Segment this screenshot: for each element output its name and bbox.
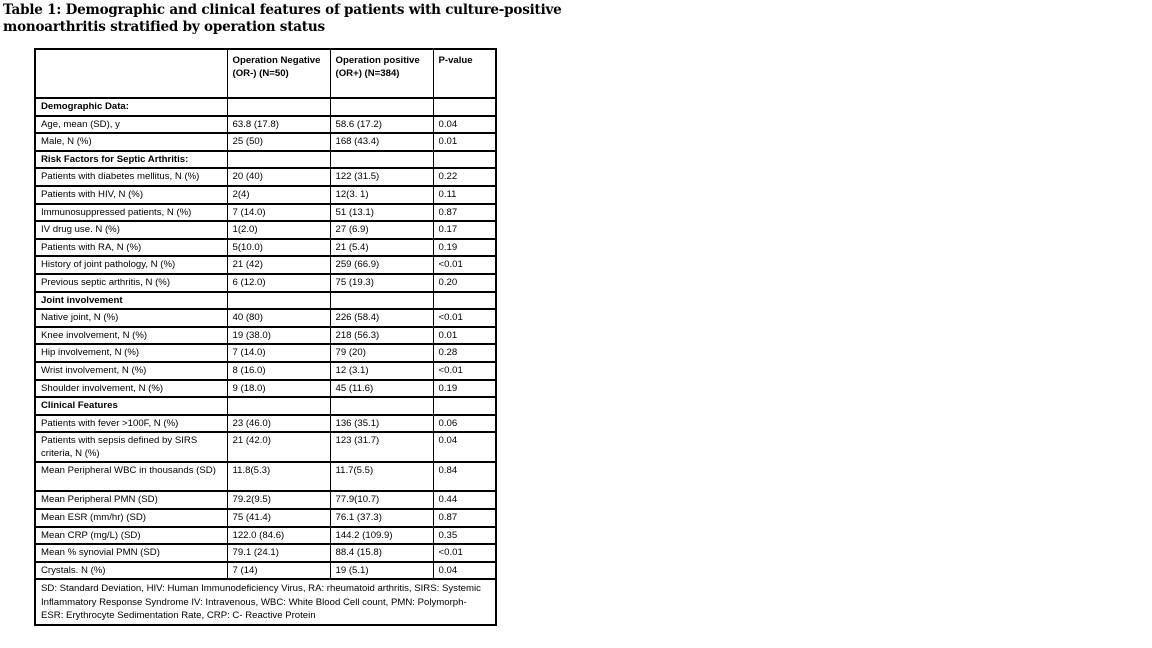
section-empty-cell bbox=[227, 397, 330, 415]
p-value: 0.22 bbox=[433, 168, 496, 186]
row-label: Male, N (%) bbox=[35, 133, 227, 151]
p-value: 0.04 bbox=[433, 116, 496, 134]
patient-features-table bbox=[34, 48, 497, 626]
row-label: Native joint, N (%) bbox=[35, 309, 227, 327]
or-negative-value: 7 (14.0) bbox=[227, 344, 330, 362]
table-row bbox=[35, 462, 496, 491]
p-value: 0.28 bbox=[433, 344, 496, 362]
or-negative-value: 63.8 (17.8) bbox=[227, 116, 330, 134]
section-title: Risk Factors for Septic Arthritis: bbox=[35, 151, 227, 169]
p-value: 0.87 bbox=[433, 509, 496, 527]
section-empty-cell bbox=[227, 292, 330, 310]
table-row bbox=[35, 344, 496, 362]
section-empty-cell bbox=[227, 98, 330, 116]
header-cell-empty bbox=[35, 49, 227, 98]
or-negative-value: 19 (38.0) bbox=[227, 327, 330, 345]
table-row bbox=[35, 362, 496, 380]
p-value: <0.01 bbox=[433, 309, 496, 327]
row-label: Patients with diabetes mellitus, N (%) bbox=[35, 168, 227, 186]
or-negative-value: 20 (40) bbox=[227, 168, 330, 186]
p-value: 0.20 bbox=[433, 274, 496, 292]
row-label: Mean Peripheral WBC in thousands (SD) bbox=[35, 462, 227, 491]
row-label: Mean % synovial PMN (SD) bbox=[35, 544, 227, 562]
table-caption: Table 1: Demographic and clinical features of patients with culture-positive monoarthritis stratified by operation status bbox=[3, 2, 562, 35]
or-negative-value: 8 (16.0) bbox=[227, 362, 330, 380]
table-row bbox=[35, 204, 496, 222]
p-value: 0.19 bbox=[433, 380, 496, 398]
or-positive-value: 123 (31.7) bbox=[330, 432, 433, 462]
table-row bbox=[35, 380, 496, 398]
or-positive-value: 51 (13.1) bbox=[330, 204, 433, 222]
row-label: Wrist involvement, N (%) bbox=[35, 362, 227, 380]
table-row bbox=[35, 256, 496, 274]
section-empty-cell bbox=[433, 151, 496, 169]
or-negative-value: 75 (41.4) bbox=[227, 509, 330, 527]
p-value: 0.01 bbox=[433, 133, 496, 151]
table-row bbox=[35, 509, 496, 527]
section-empty-cell bbox=[330, 292, 433, 310]
section-empty-cell bbox=[330, 98, 433, 116]
p-value: 0.01 bbox=[433, 327, 496, 345]
row-label: Mean CRP (mg/L) (SD) bbox=[35, 527, 227, 545]
p-value: 0.04 bbox=[433, 562, 496, 580]
section-row bbox=[35, 98, 496, 116]
table-row bbox=[35, 544, 496, 562]
row-label: Patients with sepsis defined by SIRS criteria, N (%) bbox=[35, 432, 227, 462]
or-positive-value: 88.4 (15.8) bbox=[330, 544, 433, 562]
section-empty-cell bbox=[433, 292, 496, 310]
p-value: 0.44 bbox=[433, 491, 496, 509]
or-positive-value: 144.2 (109.9) bbox=[330, 527, 433, 545]
or-negative-value: 1(2.0) bbox=[227, 221, 330, 239]
row-label: Crystals. N (%) bbox=[35, 562, 227, 580]
header-row bbox=[35, 49, 496, 98]
p-value: 0.04 bbox=[433, 432, 496, 462]
row-label: Patients with fever >100F, N (%) bbox=[35, 415, 227, 433]
or-negative-value: 2(4) bbox=[227, 186, 330, 204]
section-empty-cell bbox=[433, 98, 496, 116]
p-value: 0.17 bbox=[433, 221, 496, 239]
row-label: Mean ESR (mm/hr) (SD) bbox=[35, 509, 227, 527]
section-row bbox=[35, 151, 496, 169]
row-label: Patients with HIV, N (%) bbox=[35, 186, 227, 204]
p-value: 0.84 bbox=[433, 462, 496, 491]
or-negative-value: 21 (42) bbox=[227, 256, 330, 274]
header-cell-or-positive: Operation positive (OR+) (N=384) bbox=[330, 49, 433, 98]
or-negative-value: 7 (14) bbox=[227, 562, 330, 580]
table-row bbox=[35, 221, 496, 239]
row-label: IV drug use. N (%) bbox=[35, 221, 227, 239]
section-empty-cell bbox=[330, 151, 433, 169]
section-empty-cell bbox=[227, 151, 330, 169]
table-row bbox=[35, 309, 496, 327]
or-positive-value: 12(3. 1) bbox=[330, 186, 433, 204]
row-label: Immunosuppressed patients, N (%) bbox=[35, 204, 227, 222]
or-positive-value: 27 (6.9) bbox=[330, 221, 433, 239]
or-negative-value: 25 (50) bbox=[227, 133, 330, 151]
or-negative-value: 6 (12.0) bbox=[227, 274, 330, 292]
table-row bbox=[35, 327, 496, 345]
p-value: 0.87 bbox=[433, 204, 496, 222]
or-positive-value: 45 (11.6) bbox=[330, 380, 433, 398]
or-positive-value: 12 (3.1) bbox=[330, 362, 433, 380]
section-empty-cell bbox=[330, 397, 433, 415]
p-value: 0.35 bbox=[433, 527, 496, 545]
or-negative-value: 7 (14.0) bbox=[227, 204, 330, 222]
section-row bbox=[35, 292, 496, 310]
table-row bbox=[35, 133, 496, 151]
row-label: Patients with RA, N (%) bbox=[35, 239, 227, 257]
p-value: 0.11 bbox=[433, 186, 496, 204]
or-negative-value: 21 (42.0) bbox=[227, 432, 330, 462]
table-row bbox=[35, 562, 496, 580]
p-value: <0.01 bbox=[433, 544, 496, 562]
p-value: 0.19 bbox=[433, 239, 496, 257]
section-title: Joint involvement bbox=[35, 292, 227, 310]
table-row bbox=[35, 116, 496, 134]
row-label: History of joint pathology, N (%) bbox=[35, 256, 227, 274]
table-row bbox=[35, 168, 496, 186]
or-positive-value: 218 (56.3) bbox=[330, 327, 433, 345]
row-label: Age, mean (SD), y bbox=[35, 116, 227, 134]
or-negative-value: 122.0 (84.6) bbox=[227, 527, 330, 545]
table-row bbox=[35, 186, 496, 204]
or-positive-value: 58.6 (17.2) bbox=[330, 116, 433, 134]
row-label: Mean Peripheral PMN (SD) bbox=[35, 491, 227, 509]
section-empty-cell bbox=[433, 397, 496, 415]
or-positive-value: 226 (58.4) bbox=[330, 309, 433, 327]
p-value: 0.06 bbox=[433, 415, 496, 433]
table-row bbox=[35, 239, 496, 257]
or-positive-value: 21 (5.4) bbox=[330, 239, 433, 257]
section-title: Demographic Data: bbox=[35, 98, 227, 116]
row-label: Hip involvement, N (%) bbox=[35, 344, 227, 362]
or-positive-value: 76.1 (37.3) bbox=[330, 509, 433, 527]
table-row bbox=[35, 527, 496, 545]
table-row bbox=[35, 491, 496, 509]
header-cell-p-value: P-value bbox=[433, 49, 496, 98]
footnote: SD: Standard Deviation, HIV: Human Immunodeficiency Virus, RA: rheumatoid arthritis, SIRS: Systemic Inflammatory Response Syndrome IV: Intravenous, WBC: White Blood Cell count, PMN: Polymorph- ESR: Erythrocyte Sedimentation Rate, CRP: C- Reactive Protein bbox=[35, 579, 496, 625]
p-value: <0.01 bbox=[433, 362, 496, 380]
or-negative-value: 79.2(9.5) bbox=[227, 491, 330, 509]
or-positive-value: 19 (5.1) bbox=[330, 562, 433, 580]
section-row bbox=[35, 397, 496, 415]
or-negative-value: 79.1 (24.1) bbox=[227, 544, 330, 562]
table-row bbox=[35, 274, 496, 292]
or-positive-value: 75 (19.3) bbox=[330, 274, 433, 292]
or-positive-value: 168 (43.4) bbox=[330, 133, 433, 151]
footnote-row bbox=[35, 579, 496, 625]
or-positive-value: 259 (66.9) bbox=[330, 256, 433, 274]
header-cell-or-negative: Operation Negative (OR-) (N=50) bbox=[227, 49, 330, 98]
or-positive-value: 136 (35.1) bbox=[330, 415, 433, 433]
row-label: Shoulder involvement, N (%) bbox=[35, 380, 227, 398]
p-value: <0.01 bbox=[433, 256, 496, 274]
or-positive-value: 122 (31.5) bbox=[330, 168, 433, 186]
section-title: Clinical Features bbox=[35, 397, 227, 415]
or-negative-value: 11.8(5.3) bbox=[227, 462, 330, 491]
table-row bbox=[35, 432, 496, 462]
table-row bbox=[35, 415, 496, 433]
row-label: Previous septic arthritis, N (%) bbox=[35, 274, 227, 292]
or-positive-value: 77.9(10.7) bbox=[330, 491, 433, 509]
or-negative-value: 40 (80) bbox=[227, 309, 330, 327]
or-positive-value: 11.7(5.5) bbox=[330, 462, 433, 491]
or-negative-value: 23 (46.0) bbox=[227, 415, 330, 433]
row-label: Knee involvement, N (%) bbox=[35, 327, 227, 345]
or-negative-value: 9 (18.0) bbox=[227, 380, 330, 398]
or-negative-value: 5(10.0) bbox=[227, 239, 330, 257]
or-positive-value: 79 (20) bbox=[330, 344, 433, 362]
table-body bbox=[35, 49, 496, 625]
